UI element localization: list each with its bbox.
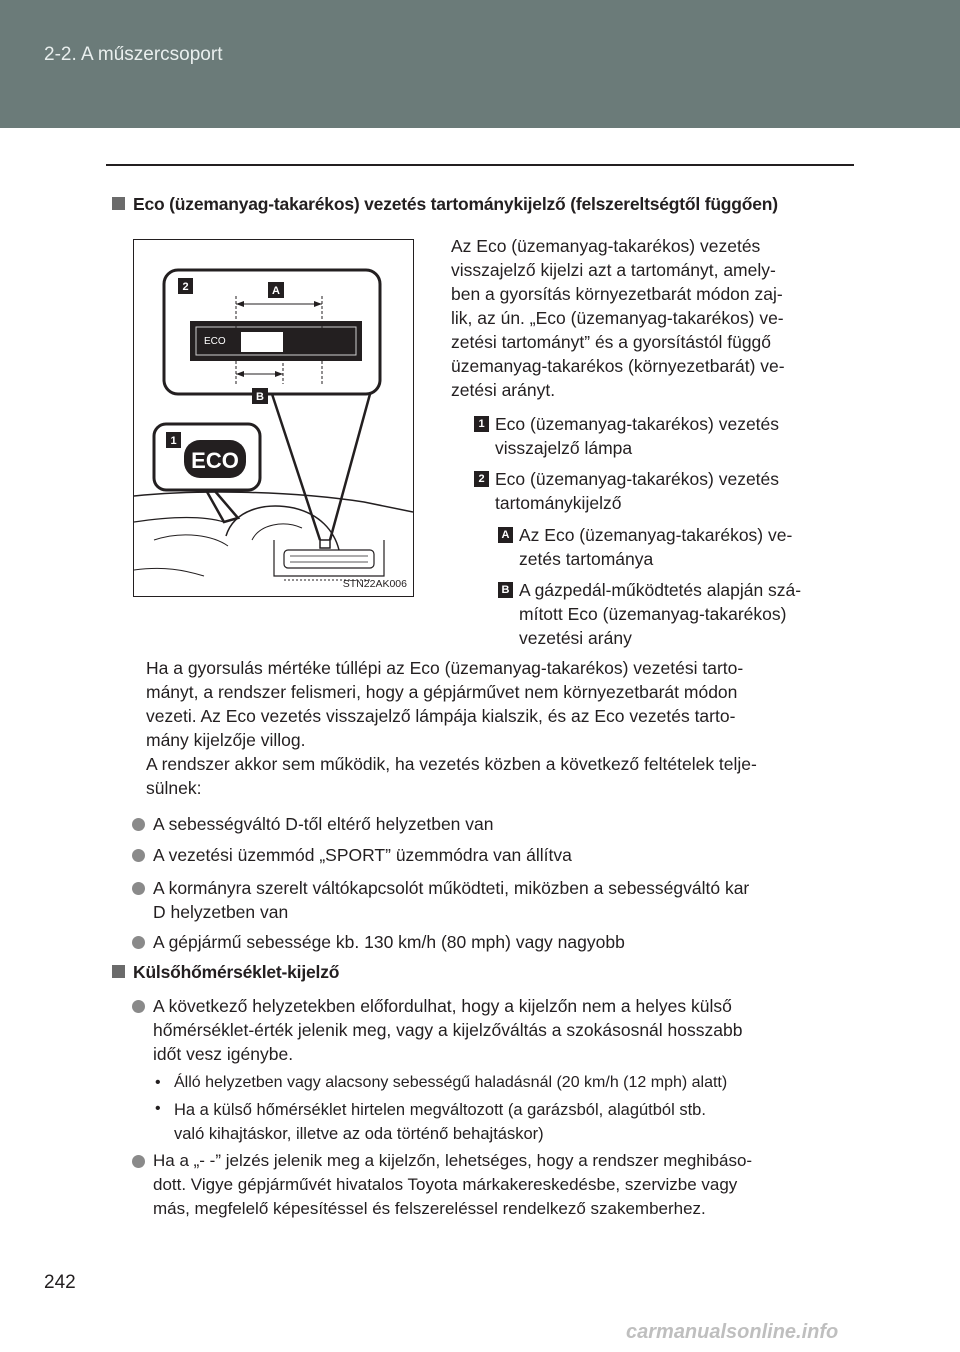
intro-line: lik, az ún. „Eco (üzemanyag-takarékos) ve- [451,308,784,328]
legend-badge-2: 2 [474,471,489,487]
square-bullet-icon [112,965,125,978]
condition-item [153,812,843,836]
watermark: carmanualsonline.info [626,1321,839,1343]
dashboard-diagram [134,240,413,596]
section-heading-text: Eco (üzemanyag-takarékos) vezetés tartománykijelző (felszereltségtől függően) [133,194,778,214]
eco-ratio-fill [241,332,283,352]
legend-badge-a: A [498,527,513,543]
body-line: mány kijelzője villog. [146,730,306,750]
legend-item-2 [495,467,839,515]
legend-line: Eco (üzemanyag-takarékos) vezetés [495,414,780,434]
bullet-dot-icon [132,849,145,862]
condition-item [153,930,843,954]
bullet-dot-icon [132,818,145,831]
legend-item-a [519,523,839,571]
section-heading-text: Külsőhőmérséklet-kijelző [133,962,340,982]
error-note [153,1149,839,1221]
bullet-dot-icon [132,936,145,949]
note-line: A következő helyzetekben előfordulhat, hogy a kijelzőn nem a helyes külső [153,996,732,1016]
badge-1-label: 1 [170,435,177,447]
temperature-note [153,994,839,1066]
condition-item [153,843,843,867]
legend-item-b [519,578,839,650]
page-number: 242 [44,1272,76,1293]
sub-bullet [174,1072,839,1094]
badge-a-label: A [272,285,280,297]
body-line: A rendszer akkor sem működik, ha vezetés közben a következő feltételek telje- [146,754,757,774]
small-bullet-icon: • [155,1100,161,1117]
sub-bullet-line: Álló helyzetben vagy alacsony sebességű haladásnál (20 km/h (12 mph) alatt) [174,1074,728,1091]
intro-line: Az Eco (üzemanyag-takarékos) vezetés [451,236,761,256]
intro-paragraph [451,234,839,402]
section-title: 2-2. A műszercsoport [44,44,223,65]
legend-badge-b: B [498,582,513,598]
sub-bullet-line: Ha a külső hőmérséklet hirtelen megváltozott (a garázsból, alagútból stb. [174,1101,706,1119]
intro-line: üzemanyag-takarékos (környezetbarát) ve- [451,356,785,376]
condition-line: A vezetési üzemmód „SPORT” üzemmódra van állítva [153,845,572,865]
intro-line: ben a gyorsítás környezetbarát módon zaj- [451,284,783,304]
note-line: időt vesz igénybe. [153,1044,294,1064]
intro-line: zetési arányt. [451,380,556,400]
sub-bullet [174,1098,839,1146]
eco-illustration [133,239,414,597]
body-line: sülnek: [146,778,202,798]
figure-code: STN22AK006 [342,578,407,590]
legend-line: Az Eco (üzemanyag-takarékos) ve- [519,525,793,545]
section-heading-temperature [112,962,339,983]
eco-lamp-text: ECO [191,448,239,473]
note-line: más, megfelelő képesítéssel és felszereléssel rendelkező szakemberhez. [153,1199,706,1218]
legend-line: visszajelző lámpa [495,438,633,458]
body-line: Ha a gyorsulás mértéke túllépi az Eco (üzemanyag-takarékos) vezetési tarto- [146,658,744,678]
header-band [0,0,960,128]
body-paragraph [146,656,839,800]
legend-line: zetés tartománya [519,549,654,569]
intro-line: zetési tartományt” és a gyorsítástól függő [451,332,772,352]
section-heading-eco [112,194,778,215]
body-line: vezeti. Az Eco vezetés visszajelző lámpája kialszik, és az Eco vezetés tarto- [146,706,736,726]
condition-line: A sebességváltó D-től eltérő helyzetben van [153,814,494,834]
legend-line: vezetési arány [519,628,632,648]
legend-line: A gázpedál-működtetés alapján szá- [519,580,802,600]
badge-b-label: B [256,391,264,403]
legend-line: tartománykijelző [495,493,622,513]
body-line: mányt, a rendszer felismeri, hogy a gépjárművet nem környezetbarát módon [146,682,738,702]
condition-line: A kormányra szerelt váltókapcsolót működteti, miközben a sebességváltó kar [153,878,750,898]
small-bullet-icon: • [155,1074,161,1091]
condition-line: D helyzetben van [153,902,289,922]
intro-line: visszajelző kijelzi azt a tartományt, amely- [451,260,776,280]
legend-line: Eco (üzemanyag-takarékos) vezetés [495,469,780,489]
badge-2-label: 2 [182,281,189,293]
note-line: dott. Vigye gépjárművét hivatalos Toyota márkakereskedésbe, szervizbe vagy [153,1175,738,1194]
legend-badge-1: 1 [474,416,489,432]
header-rule [106,164,854,166]
condition-line: A gépjármű sebessége kb. 130 km/h (80 mph) vagy nagyobb [153,932,625,952]
bullet-dot-icon [132,1000,145,1013]
display-eco-text: ECO [204,336,226,347]
sub-bullet-line: való kihajtáskor, illetve az oda történő behajtáskor) [174,1125,544,1143]
bullet-dot-icon [132,1155,145,1168]
legend-line: mított Eco (üzemanyag-takarékos) [519,604,787,624]
bullet-dot-icon [132,882,145,895]
note-line: hőmérséklet-érték jelenik meg, vagy a kijelzőváltás a szokásosnál hosszabb [153,1020,743,1040]
condition-item [153,876,843,924]
legend-item-1 [495,412,839,460]
square-bullet-icon [112,197,125,210]
note-line: Ha a „- -” jelzés jelenik meg a kijelzőn, lehetséges, hogy a rendszer meghibáso- [153,1151,753,1170]
